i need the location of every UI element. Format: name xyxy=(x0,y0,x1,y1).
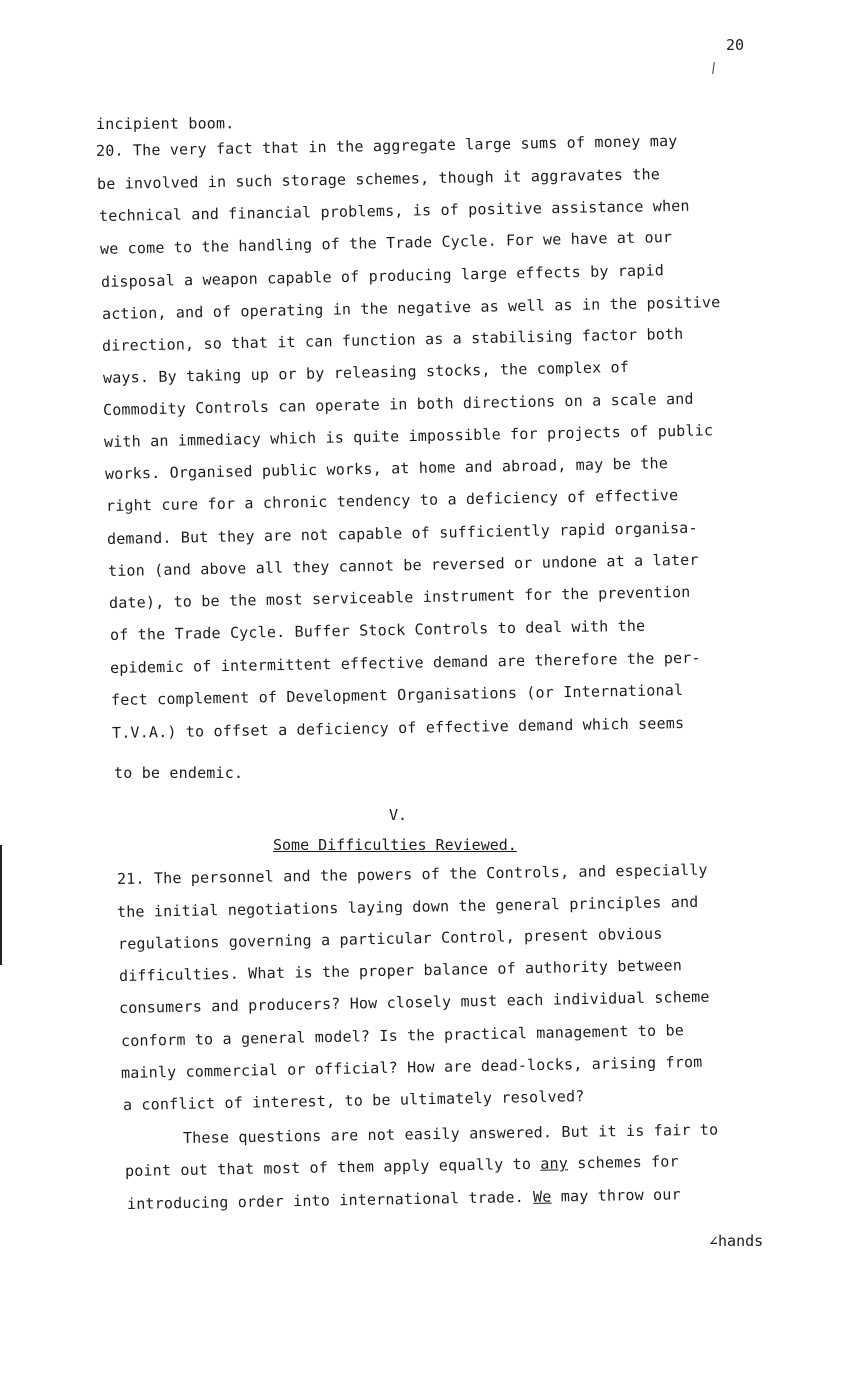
text-line: a conflict of interest, to be ultimately resolved? xyxy=(122,1087,585,1114)
text-line: to be endemic. xyxy=(114,764,244,782)
text-line: difficulties. What is the proper balance of authority between xyxy=(118,956,683,985)
text-line: 21. The personnel and the powers of the Controls, and especially xyxy=(116,860,708,888)
page-number: 20 xyxy=(726,36,745,54)
text-line: we come to the handling of the Trade Cycle. For we have at our xyxy=(99,228,673,258)
text-line: right cure for a chronic tendency to a deficiency of effective xyxy=(105,486,679,515)
text-line: consumers and producers? How closely must each individual scheme xyxy=(118,987,710,1017)
text-line: conform to a general model? Is the practical management to be xyxy=(120,1021,685,1050)
text-line: mainly commercial or official? How are dead-locks, arising from xyxy=(120,1052,703,1082)
text-line: works. Organised public works, at home and abroad, may be the xyxy=(104,454,669,483)
text-line: tion (and above all they cannot be reversed or undone at a later xyxy=(107,550,699,580)
text-line: These questions are not easily answered. But it is fair to xyxy=(182,1120,719,1147)
text-line: Commodity Controls can operate in both directions on a scale and xyxy=(102,389,694,419)
text-line: ways. By taking up or by releasing stocks, the complex of xyxy=(102,357,630,387)
text-line: 20. The very fact that in the aggregate large sums of money may xyxy=(95,131,678,160)
text-line: be involved in such storage schemes, though it aggravates the xyxy=(96,165,661,193)
text-line: date), to be the most serviceable instrument for the prevention xyxy=(108,582,691,612)
text-line: incipient boom. xyxy=(95,114,235,133)
text-line: demand. But they are not capable of sufficiently rapid organisa- xyxy=(106,518,698,548)
text-line: T.V.A.) to offset a deficiency of effective demand which seems xyxy=(111,714,685,742)
text-line: direction, so that it can function as a stabilising factor both xyxy=(101,324,684,355)
section-title: Some Difficulties Reviewed. xyxy=(273,836,517,854)
catchword: ∠hands xyxy=(709,1232,764,1250)
text-line: regulations governing a particular Control, present obvious xyxy=(117,924,663,953)
text-line: technical and financial problems, is of positive assistance when xyxy=(98,196,690,225)
margin-rule xyxy=(0,845,2,965)
text-line: fect complement of Development Organisations (or International xyxy=(110,681,684,709)
text-line: of the Trade Cycle. Buffer Stock Controls to deal with the xyxy=(109,616,646,644)
emphasis: We xyxy=(532,1187,552,1206)
text-line: with an immediacy which is quite impossible for projects of public xyxy=(103,421,714,451)
section-number: V. xyxy=(389,806,408,824)
text-line: point out that most of them apply equally to any schemes for xyxy=(124,1152,679,1180)
pencil-mark xyxy=(712,62,715,74)
text-line: introducing order into international trade. We may throw our xyxy=(126,1185,681,1213)
text-line: action, and of operating in the negative as well as in the positive xyxy=(101,293,721,323)
text-line: disposal a weapon capable of producing large effects by rapid xyxy=(100,261,665,291)
emphasis: any xyxy=(540,1154,569,1173)
text-line: epidemic of intermittent effective demand are therefore the per- xyxy=(109,648,701,677)
text-line: the initial negotiations laying down the general principles and xyxy=(116,892,699,921)
